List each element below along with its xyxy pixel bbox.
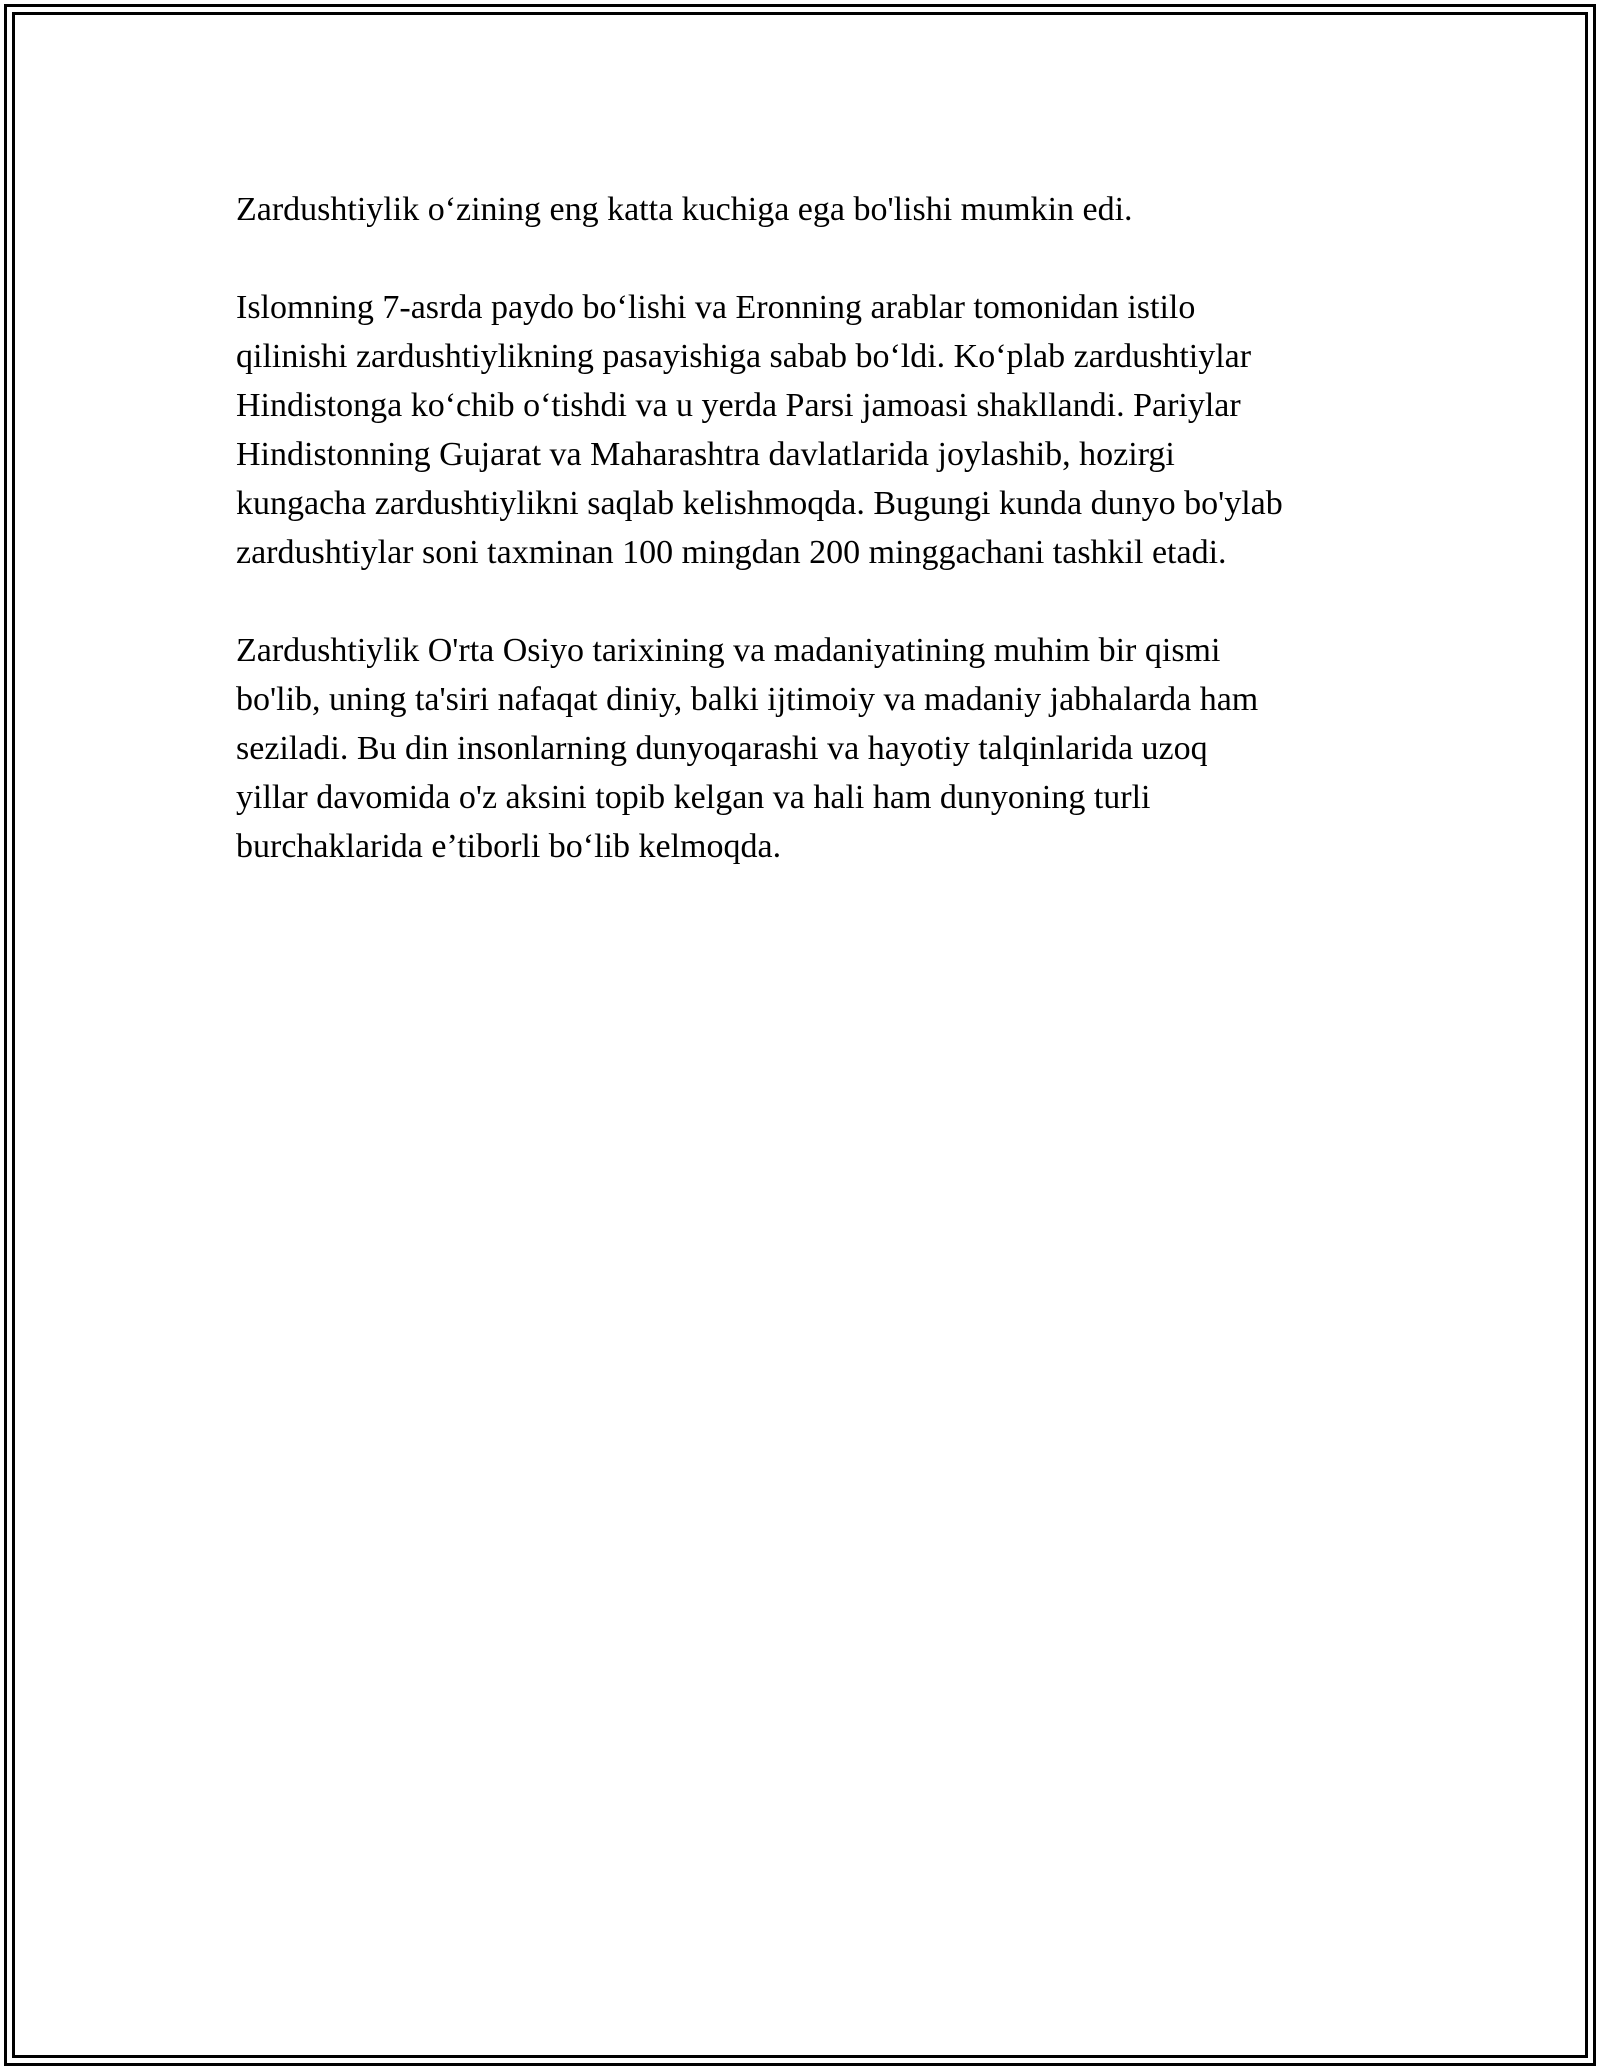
text-line: bo'lib, uning ta'siri nafaqat diniy, balki ijtimoiy va madaniy jabhalarda ham [236, 681, 1259, 718]
text-line: seziladi. Bu din insonlarning dunyoqarashi va hayotiy talqinlarida uzoq [236, 730, 1208, 767]
document-body [236, 185, 1376, 920]
text-line: Zardushtiylik O'rta Osiyo tarixining va madaniyatining muhim bir qismi [236, 632, 1221, 669]
text-line: Hindistonga ko‘chib o‘tishdi va u yerda Parsi jamoasi shakllandi. Pariylar [236, 387, 1241, 424]
text-line: yillar davomida o'z aksini topib kelgan va hali ham dunyoning turli [236, 779, 1151, 816]
text-line: Islomning 7-asrda paydo bo‘lishi va Eronning arablar tomonidan istilo [236, 289, 1196, 326]
text-line: Zardushtiylik o‘zining eng katta kuchiga ega bo'lishi mumkin edi. [236, 191, 1133, 228]
text-line: Hindistonning Gujarat va Maharashtra davlatlarida joylashib, hozirgi [236, 436, 1175, 473]
paragraph-2 [236, 283, 1376, 577]
text-line: zardushtiylar soni taxminan 100 mingdan 200 minggachani tashkil etadi. [236, 534, 1227, 571]
text-line: qilinishi zardushtiylikning pasayishiga sabab bo‘ldi. Ko‘plab zardushtiylar [236, 338, 1252, 375]
text-line: burchaklarida e’tiborli bo‘lib kelmoqda. [236, 828, 782, 865]
paragraph-3 [236, 626, 1376, 871]
paragraph-1 [236, 185, 1376, 234]
text-line: kungacha zardushtiylikni saqlab kelishmoqda. Bugungi kunda dunyo bo'ylab [236, 485, 1283, 522]
